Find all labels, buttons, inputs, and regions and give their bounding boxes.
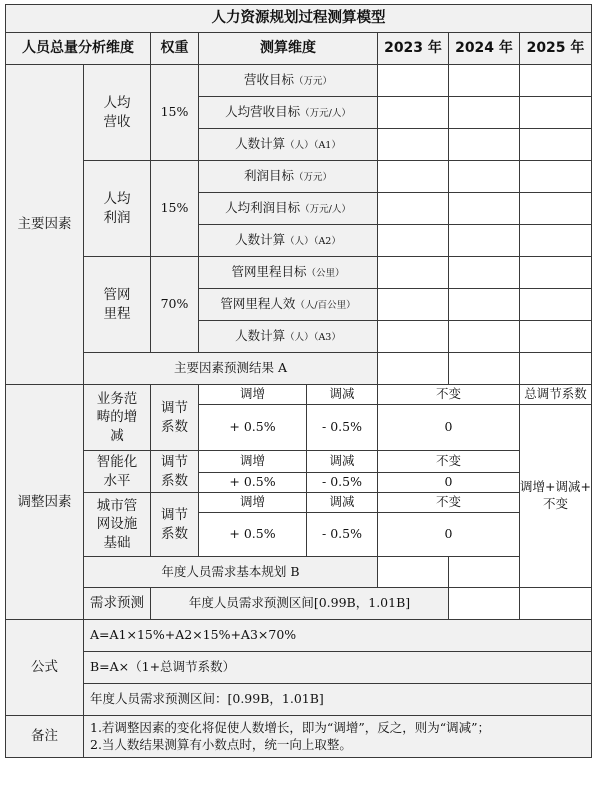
decrease-value: - 0.5%	[307, 405, 378, 451]
calc-item: 人均利润目标（万元/人）	[199, 193, 378, 225]
factor-pipeline-mileage	[84, 257, 151, 353]
remark-line-2: 2.当人数结果测算有小数点时，统一向上取整。	[90, 736, 352, 752]
table-title: 人力资源规划过程测算模型	[6, 5, 592, 33]
value-cell-2024[interactable]	[449, 353, 520, 385]
value-cell-2023[interactable]	[378, 161, 449, 193]
adjust-factor-business-scope: 业务范 畴的增 减	[84, 385, 151, 451]
value-cell-2024[interactable]	[449, 129, 520, 161]
formula-label: 公式	[6, 620, 84, 716]
calc-item: 人均营收目标（万元/人）	[199, 97, 378, 129]
header-weight: 权重	[151, 33, 199, 65]
weight-value: 70%	[151, 257, 199, 353]
value-cell-2023[interactable]	[378, 225, 449, 257]
value-cell-2025[interactable]	[520, 65, 592, 97]
value-cell-2024[interactable]	[449, 225, 520, 257]
formula-line-2: B=A×（1+总调节系数）	[84, 652, 592, 684]
value-cell-2024[interactable]	[449, 289, 520, 321]
decrease-value: - 0.5%	[307, 473, 378, 493]
weight-value: 15%	[151, 161, 199, 257]
factor-name-line1: 人均	[103, 191, 131, 208]
header-year-2023: 2023 年	[378, 33, 449, 65]
calc-item: 人数计算（人）（A1）	[199, 129, 378, 161]
value-cell-2023[interactable]	[378, 353, 449, 385]
value-cell-2023[interactable]	[378, 129, 449, 161]
value-cell-2023[interactable]	[378, 289, 449, 321]
weight-value: 15%	[151, 65, 199, 161]
increase-value: + 0.5%	[199, 513, 307, 557]
coef-label: 调节 系数	[151, 493, 199, 557]
remark-line-1: 1.若调整因素的变化将促使人数增长，即为“调增”，反之，则为“调减”；	[90, 719, 490, 735]
value-cell-2024[interactable]	[449, 65, 520, 97]
adjust-factor-intelligence: 智能化 水平	[84, 451, 151, 493]
value-cell-2024[interactable]	[520, 588, 592, 620]
coef-label: 调节 系数	[151, 451, 199, 493]
planning-model-table	[5, 4, 592, 758]
factor-name-line2: 里程	[103, 305, 131, 322]
nochange-value: 0	[378, 473, 520, 493]
value-cell-2025[interactable]	[520, 321, 592, 353]
value-cell-2025[interactable]	[520, 257, 592, 289]
main-factors-result-label: 主要因素预测结果 A	[84, 353, 378, 385]
factor-name-line1: 管网	[103, 287, 131, 304]
value-cell-2023[interactable]	[378, 557, 449, 588]
col-increase-label: 调增	[199, 493, 307, 513]
value-cell-2024[interactable]	[449, 321, 520, 353]
value-cell-2024[interactable]	[449, 557, 520, 588]
value-cell-2023[interactable]	[449, 588, 520, 620]
col-decrease-label: 调减	[307, 493, 378, 513]
value-cell-2025[interactable]	[520, 225, 592, 257]
header-dimension: 人员总量分析维度	[6, 33, 151, 65]
calc-item: 营收目标（万元）	[199, 65, 378, 97]
value-cell-2025[interactable]	[520, 289, 592, 321]
coef-label: 调节 系数	[151, 385, 199, 451]
value-cell-2023[interactable]	[378, 97, 449, 129]
remarks-label: 备注	[6, 716, 84, 758]
adjust-factors-label: 调整因素	[6, 385, 84, 620]
header-year-2024: 2024 年	[449, 33, 520, 65]
basic-plan-label: 年度人员需求基本规划 B	[84, 557, 378, 588]
value-cell-2025[interactable]	[520, 193, 592, 225]
header-calc-dimension: 测算维度	[199, 33, 378, 65]
nochange-value: 0	[378, 405, 520, 451]
remarks-text	[84, 716, 592, 758]
calc-item: 管网里程目标（公里）	[199, 257, 378, 289]
col-nochange-label: 不变	[378, 451, 520, 473]
value-cell-2024[interactable]	[449, 97, 520, 129]
value-cell-2025[interactable]	[520, 129, 592, 161]
calc-item: 利润目标（万元）	[199, 161, 378, 193]
factor-per-capita-profit	[84, 161, 151, 257]
value-cell-2025[interactable]	[520, 353, 592, 385]
nochange-value: 0	[378, 513, 520, 557]
factor-per-capita-revenue	[84, 65, 151, 161]
header-row	[6, 33, 592, 65]
value-cell-2023[interactable]	[378, 193, 449, 225]
value-cell-2023[interactable]	[378, 321, 449, 353]
value-cell-2024[interactable]	[449, 257, 520, 289]
value-cell-2023[interactable]	[378, 257, 449, 289]
total-coef-formula: 调增+调减+ 不变	[520, 405, 592, 588]
col-nochange-label: 不变	[378, 493, 520, 513]
header-year-2025: 2025 年	[520, 33, 592, 65]
decrease-value: - 0.5%	[307, 513, 378, 557]
adjust-factor-pipeline-infrastructure: 城市管 网设施 基础	[84, 493, 151, 557]
col-total-label: 总调节系数	[520, 385, 592, 405]
value-cell-2025[interactable]	[520, 161, 592, 193]
calc-item: 人数计算（人）（A2）	[199, 225, 378, 257]
value-cell-2023[interactable]	[378, 65, 449, 97]
main-factors-label: 主要因素	[6, 65, 84, 385]
col-nochange-label: 不变	[378, 385, 520, 405]
increase-value: + 0.5%	[199, 473, 307, 493]
col-decrease-label: 调减	[307, 451, 378, 473]
value-cell-2024[interactable]	[449, 161, 520, 193]
col-increase-label: 调增	[199, 451, 307, 473]
calc-item: 管网里程人效（人/百公里）	[199, 289, 378, 321]
col-decrease-label: 调减	[307, 385, 378, 405]
increase-value: + 0.5%	[199, 405, 307, 451]
factor-name-line2: 营收	[103, 113, 131, 130]
col-increase-label: 调增	[199, 385, 307, 405]
formula-line-3: 年度人员需求预测区间：[0.99B，1.01B]	[84, 684, 592, 716]
value-cell-2025[interactable]	[520, 97, 592, 129]
value-cell-2024[interactable]	[449, 193, 520, 225]
factor-name-line2: 利润	[103, 209, 131, 226]
formula-line-1: A=A1×15%+A2×15%+A3×70%	[84, 620, 592, 652]
calc-item: 人数计算（人）（A3）	[199, 321, 378, 353]
demand-forecast-label: 需求预测	[84, 588, 151, 620]
demand-forecast-text: 年度人员需求预测区间[0.99B，1.01B]	[151, 588, 449, 620]
factor-name-line1: 人均	[103, 95, 131, 112]
